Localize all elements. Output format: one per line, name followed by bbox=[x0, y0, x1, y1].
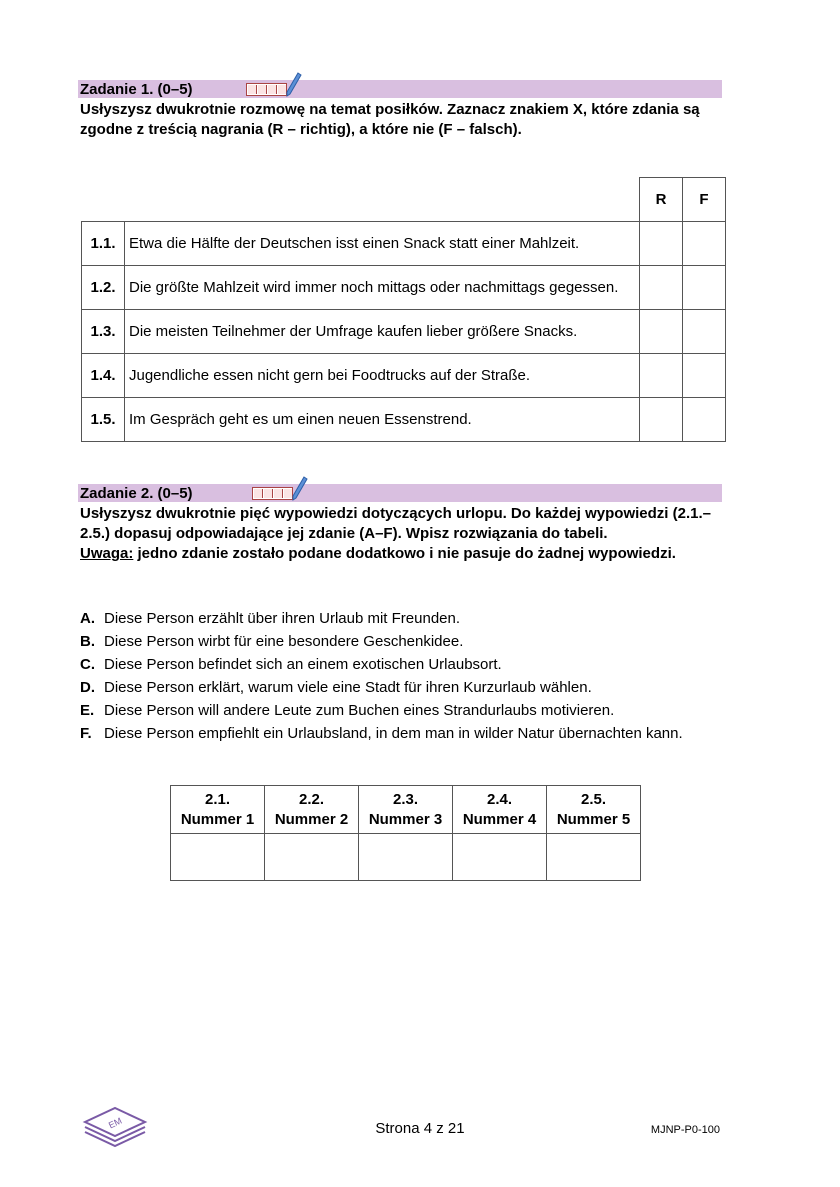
column-f: F bbox=[683, 178, 726, 222]
answer-col-header: 2.3. Nummer 3 bbox=[359, 786, 453, 834]
option-letter: D. bbox=[80, 679, 95, 696]
row-number: 1.1. bbox=[82, 222, 125, 266]
task1-table bbox=[81, 177, 726, 442]
checkbox-r[interactable] bbox=[640, 310, 683, 354]
option-letter: C. bbox=[80, 656, 95, 673]
task2-title: Zadanie 2. (0–5) bbox=[80, 485, 193, 502]
row-number: 1.3. bbox=[82, 310, 125, 354]
table-row bbox=[82, 266, 726, 310]
column-r: R bbox=[640, 178, 683, 222]
row-statement: Im Gespräch geht es um einen neuen Essenstrend. bbox=[125, 398, 640, 442]
row-number: 1.4. bbox=[82, 354, 125, 398]
row-statement: Jugendliche essen nicht gern bei Foodtrucks auf der Straße. bbox=[125, 354, 640, 398]
option-text: Diese Person will andere Leute zum Buchen eines Strandurlaubs motivieren. bbox=[104, 702, 615, 719]
answer-col-header: 2.2. Nummer 2 bbox=[265, 786, 359, 834]
answer-cell[interactable] bbox=[359, 834, 453, 881]
checkbox-f[interactable] bbox=[683, 266, 726, 310]
task2-instruction-text: Usłyszysz dwukrotnie pięć wypowiedzi dotyczących urlopu. Do każdej wypowiedzi (2.1.–2.5.) dopasuj odpowiadające jej zdanie (A–F). Wpisz rozwiązania do tabeli. bbox=[80, 505, 711, 542]
task1-instruction: Usłyszysz dwukrotnie rozmowę na temat posiłków. Zaznacz znakiem X, które zdania są zgodne z treścią nagrania (R – richtig), a które nie (F – falsch). bbox=[80, 101, 700, 138]
list-item bbox=[80, 607, 683, 630]
table-row bbox=[82, 222, 726, 266]
checkbox-r[interactable] bbox=[640, 398, 683, 442]
list-item bbox=[80, 630, 683, 653]
note-text: jedno zdanie zostało podane dodatkowo i nie pasuje do żadnej wypowiedzi. bbox=[133, 545, 676, 562]
row-statement: Etwa die Hälfte der Deutschen isst einen Snack statt einer Mahlzeit. bbox=[125, 222, 640, 266]
answer-cell[interactable] bbox=[547, 834, 641, 881]
table-row bbox=[82, 354, 726, 398]
checkbox-r[interactable] bbox=[640, 222, 683, 266]
task2-answer-table bbox=[170, 785, 641, 881]
checkbox-r[interactable] bbox=[640, 266, 683, 310]
answer-cell[interactable] bbox=[171, 834, 265, 881]
checkbox-f[interactable] bbox=[683, 222, 726, 266]
score-boxes-icon bbox=[246, 83, 287, 96]
answer-cell[interactable] bbox=[265, 834, 359, 881]
row-statement: Die meisten Teilnehmer der Umfrage kaufen lieber größere Snacks. bbox=[125, 310, 640, 354]
pen-icon bbox=[284, 72, 302, 98]
option-text: Diese Person erklärt, warum viele eine Stadt für ihren Kurzurlaub wählen. bbox=[104, 679, 592, 696]
answer-col-header: 2.1. Nummer 1 bbox=[171, 786, 265, 834]
answer-col-header: 2.5. Nummer 5 bbox=[547, 786, 641, 834]
options-list bbox=[80, 607, 683, 745]
row-number: 1.2. bbox=[82, 266, 125, 310]
task2-header bbox=[78, 484, 722, 502]
table-row bbox=[82, 310, 726, 354]
table-row bbox=[82, 398, 726, 442]
option-text: Diese Person befindet sich an einem exotischen Urlaubsort. bbox=[104, 656, 502, 673]
row-statement: Die größte Mahlzeit wird immer noch mittags oder nachmittags gegessen. bbox=[125, 266, 640, 310]
option-letter: E. bbox=[80, 702, 95, 719]
score-boxes-icon bbox=[252, 487, 293, 500]
document-code: MJNP-P0-100 bbox=[650, 1124, 720, 1136]
svg-text:EM: EM bbox=[106, 1115, 124, 1131]
answer-cell[interactable] bbox=[453, 834, 547, 881]
checkbox-f[interactable] bbox=[683, 398, 726, 442]
checkbox-f[interactable] bbox=[683, 354, 726, 398]
option-text: Diese Person erzählt über ihren Urlaub mit Freunden. bbox=[104, 610, 461, 627]
option-text: Diese Person empfiehlt ein Urlaubsland, in dem man in wilder Natur übernachten kann. bbox=[104, 725, 683, 742]
task2-instruction bbox=[80, 504, 720, 564]
option-letter: F. bbox=[80, 725, 92, 742]
list-item bbox=[80, 676, 683, 699]
list-item bbox=[80, 653, 683, 676]
option-letter: B. bbox=[80, 633, 95, 650]
option-text: Diese Person wirbt für eine besondere Geschenkidee. bbox=[104, 633, 464, 650]
task1-title: Zadanie 1. (0–5) bbox=[80, 81, 193, 98]
answer-col-header: 2.4. Nummer 4 bbox=[453, 786, 547, 834]
list-item bbox=[80, 699, 683, 722]
note-label: Uwaga: bbox=[80, 545, 134, 562]
page-number: Strona 4 z 21 bbox=[375, 1120, 465, 1137]
row-number: 1.5. bbox=[82, 398, 125, 442]
checkbox-r[interactable] bbox=[640, 354, 683, 398]
checkbox-f[interactable] bbox=[683, 310, 726, 354]
option-letter: A. bbox=[80, 610, 95, 627]
list-item bbox=[80, 722, 683, 745]
pen-icon bbox=[290, 476, 308, 502]
task1-header bbox=[78, 80, 722, 98]
